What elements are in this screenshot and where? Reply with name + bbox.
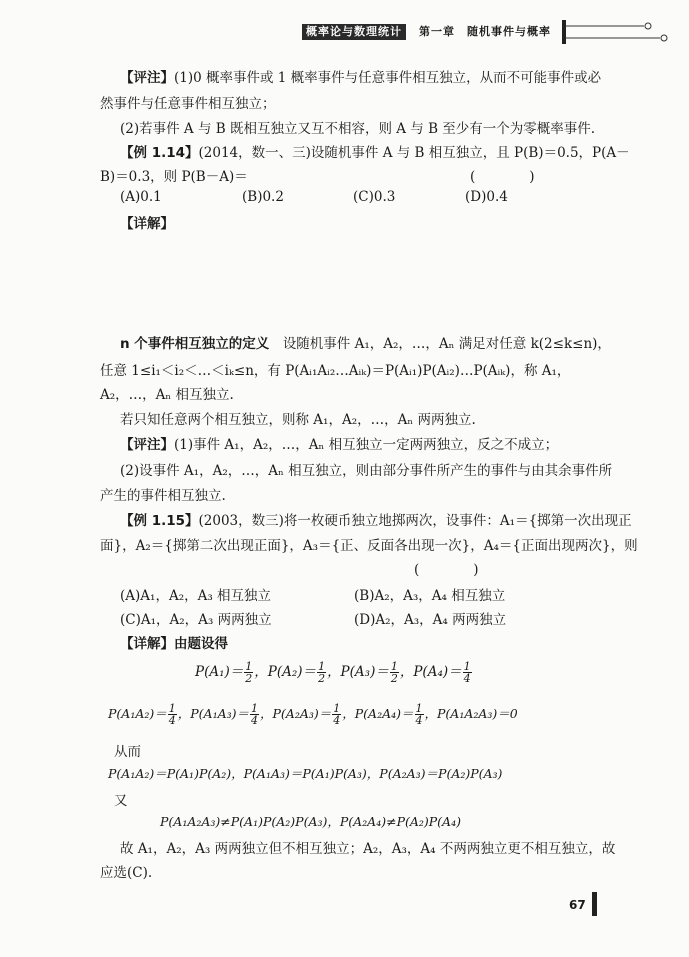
fraction-quarter: $\frac{1}{4}$ [168,702,176,727]
conclusion-line1: 故 A₁，A₂，A₃ 两两独立但不相互独立；A₂，A₃，A₄ 不两两独立更不相互独立，故 [120,841,616,857]
equation-not-mutual: P(A₁A₂A₃)≠P(A₁)P(A₂)P(A₃)，P(A₂A₄)≠P(A₂)P(A₄) [160,814,461,829]
example15-option-a: (A)A₁，A₂，A₃ 相互独立 [120,588,272,604]
also-label: 又 [114,793,128,809]
equation-marginals: P(A₁)＝ $\frac{1}{2}$ ，P(A₂)＝ $\frac{1}{2}$ ，P(A₃)＝ $\frac{1}{2}$ ，P(A₄)＝ $\frac{1}{4}$ [195,660,471,685]
remark2-line1: 【评注】(1)事件 A₁，A₂，…，Aₙ 相互独立一定两两独立，反之不成立； [120,437,559,453]
header-decoration [560,18,670,48]
remark2-line2: (2)设事件 A₁，A₂，…，Aₙ 相互独立，则由部分事件所产生的事件与由其余事件所 [120,463,613,479]
conclusion-line2: 应选(C). [100,865,153,881]
book-title-badge: 概率论与数理统计 [302,24,406,40]
example15-line2: 面}，A₂＝{掷第二次出现正面}，A₃＝{正、反面各出现一次}，A₄＝{正面出现两次}，则 [100,538,638,554]
fraction-quarter: $\frac{1}{4}$ [251,702,258,727]
example14-line2: B)＝0.3，则 P(B－A)＝ [100,169,248,185]
example15-option-b: (B)A₂，A₃，A₄ 相互独立 [354,588,506,604]
chapter-title: 第一章 随机事件与概率 [419,25,551,38]
example14-option-a: (A)0.1 [120,189,162,205]
remark1-line2: 然事件与任意事件相互独立； [100,96,276,112]
example15-option-c: (C)A₁，A₂，A₃ 两两独立 [120,612,272,628]
equation-pairwise: P(A₁A₂)＝P(A₁)P(A₂)，P(A₁A₃)＝P(A₁)P(A₃)，P(A₂A₃)＝P(A₂)P(A₃) [108,766,503,781]
definition-line3: A₂，…，Aₙ 相互独立. [100,387,234,403]
definition-line4: 若只知任意两个相互独立，则称 A₁，A₂，…，Aₙ 两两独立. [120,412,476,428]
remark2-line3: 产生的事件相互独立. [100,488,226,504]
page-number-bar [592,892,597,916]
page-number: 67 [569,898,586,912]
example15-answer-line: 【详解】由题设得 [120,636,228,652]
example15-answer-blank: ( ) [414,562,479,578]
example14-answer-tag: 【详解】 [120,216,174,232]
remark1-line1: 【评注】(1)0 概率事件或 1 概率事件与任意事件相互独立，从而不可能事件或必 [120,70,602,86]
fraction-half: $\frac{1}{2}$ [390,660,398,685]
fraction-half: $\frac{1}{2}$ [318,660,326,685]
example15-line1: 【例 1.15】(2003，数三)将一枚硬币独立地掷两次，设事件：A₁＝{掷第一次出现正 [120,513,632,529]
thus-label: 从而 [114,744,141,760]
definition-line1: n 个事件相互独立的定义 设随机事件 A₁，A₂，…，Aₙ 满足对任意 k(2≤k≤n)， [120,336,611,352]
example14-option-d: (D)0.4 [465,189,508,205]
fraction-quarter: $\frac{1}{4}$ [333,702,341,727]
example14-answer-blank: ( ) [470,169,535,185]
example15-option-d: (D)A₂，A₃，A₄ 两两独立 [354,612,507,628]
equation-joints: P(A₁A₂)＝ $\frac{1}{4}$ ，P(A₁A₃)＝ $\frac{1}{4}$ ，P(A₂A₃)＝ $\frac{1}{4}$ ，P(A₂A₄)＝ $\frac{1}{4}$ ，P(A₁A₂A₃)＝0 [108,702,518,727]
definition-line2: 任意 1≤i₁＜i₂＜…＜iₖ≤n，有 P(Aᵢ₁Aᵢ₂…Aᵢₖ)＝P(Aᵢ₁)P(Aᵢ₂)…P(Aᵢₖ)，称 A₁， [100,363,571,379]
fraction-half: $\frac{1}{2}$ [245,660,253,685]
example14-option-c: (C)0.3 [353,189,396,205]
remark1-line3: (2)若事件 A 与 B 既相互独立又互不相容，则 A 与 B 至少有一个为零概率事件. [120,121,596,137]
example14-line1: 【例 1.14】(2014，数一、三)设随机事件 A 与 B 相互独立，且 P(B)＝0.5，P(A－ [120,145,630,161]
fraction-quarter: $\frac{1}{4}$ [463,660,471,685]
example14-option-b: (B)0.2 [242,189,284,205]
fraction-quarter: $\frac{1}{4}$ [415,702,423,727]
